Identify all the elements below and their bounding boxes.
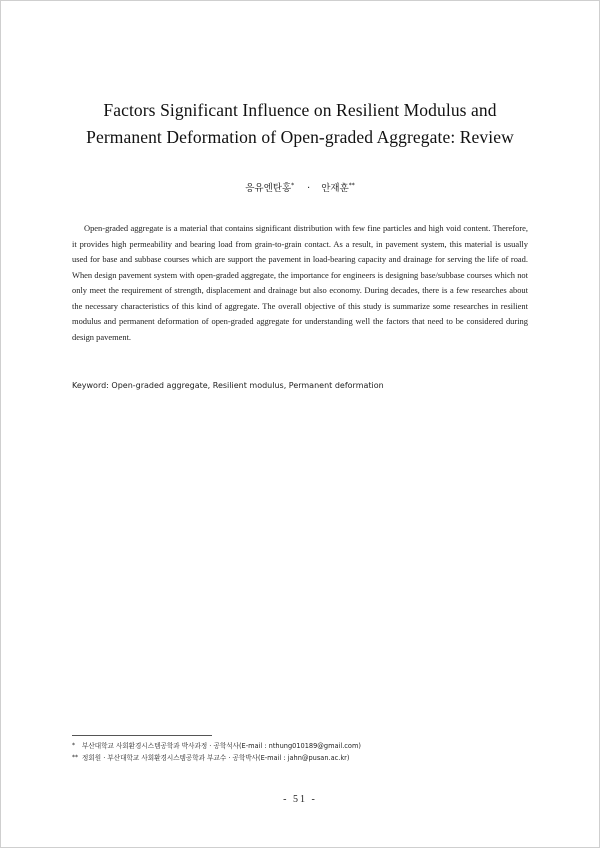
author-list <box>0 179 600 196</box>
title-line-2: Permanent Deformation of Open-graded Aggregate: Review <box>86 127 514 147</box>
footnote-1-mark: * <box>72 742 75 749</box>
title-line-1: Factors Significant Influence on Resilient Modulus and <box>103 100 497 120</box>
page-number: - 51 - <box>283 794 317 805</box>
abstract: Open-graded aggregate is a material that contains significant distribution with few fine particles and high void content. Therefore, it provides high permeability and bearing load from grain-to-grain contact. As a result, in pavement system, this material is usually used for base and subbase courses which are support the pavement in load-bearing capacity and drainage for serving the life of road. When design pavement system with open-graded aggregate, the importance for engineers is designing base/subbase courses which not only meet the requirement of strength, displacement and drainage but also economy. During decades, there is a few researches about the necessary characteristics of this kind of aggregate. The overall objective of this study is summarize some researches in resilient modulus and permanent deformation of open-graded aggregate for understanding well the factors that need to be considered during design pavement. <box>72 223 528 342</box>
author-separator: · <box>307 183 311 194</box>
footnote-2-mark: ** <box>72 754 78 761</box>
footnote-1 <box>72 740 528 752</box>
footnote-1-text: 부산대학교 사회환경시스템공학과 박사과정 · 공학석사(E-mail : nthung010189@gmail.com) <box>82 742 361 750</box>
author-2-name: 안재훈 <box>321 183 349 194</box>
author-1-mark: * <box>291 182 295 189</box>
author-2-mark: ** <box>348 182 355 189</box>
author-1-name: 응유엔탄홍 <box>245 183 292 194</box>
keywords: Keyword: Open-graded aggregate, Resilient modulus, Permanent deformation <box>72 381 384 390</box>
footnote-2-text: 정회원 · 부산대학교 사회환경시스템공학과 부교수 · 공학박사(E-mail : jahn@pusan.ac.kr) <box>82 754 350 762</box>
footnote-divider <box>72 735 212 736</box>
footnotes <box>72 740 528 764</box>
paper-title <box>40 97 560 151</box>
footnote-2 <box>72 752 528 764</box>
